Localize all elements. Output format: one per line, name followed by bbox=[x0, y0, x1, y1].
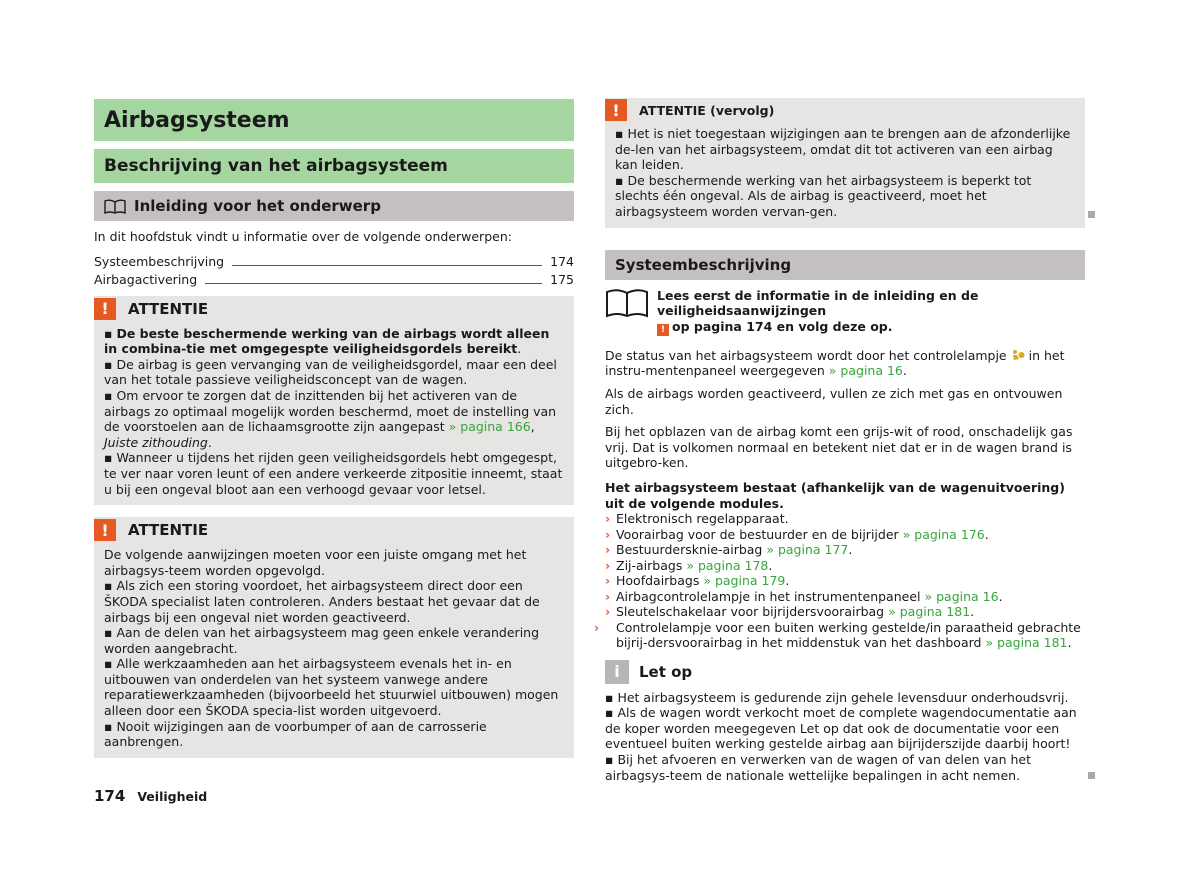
note-body bbox=[605, 690, 1085, 784]
warning-icon: ! bbox=[94, 519, 116, 541]
list-item: › Hoofdairbags » pagina 179. bbox=[605, 573, 790, 589]
warning-item: ▪ Wanneer u tijdens het rijden geen veiligheidsgordels hebt omgegespt, te ver naar voren leunt of een andere verkeerde zitpositie inneemt, staat u bij een ongeval bloot aan een verhoogd gevaar voor letsel. bbox=[104, 450, 563, 497]
end-marker-icon bbox=[1088, 772, 1095, 779]
warning-item: ▪ De beste beschermende werking van de airbags wordt alleen in combina-tie met omgegespte veiligheidsgordels bereikt. bbox=[104, 325, 550, 357]
warning-header bbox=[94, 517, 564, 543]
paragraph: Bij het opblazen van de airbag komt een grijs-wit of rood, onschadelijk gas vrij. Dat is volkomen normaal en betekent niet dat er in de wagen brand is uitgebro-ken. bbox=[605, 424, 1073, 471]
warning-title: ATTENTIE (vervolg) bbox=[639, 102, 775, 118]
note-header bbox=[605, 660, 1085, 684]
toc bbox=[94, 251, 574, 287]
book-icon bbox=[104, 199, 126, 214]
list-item: › Zij-airbags » pagina 178. bbox=[605, 557, 773, 573]
warning-icon: ! bbox=[605, 99, 627, 121]
footer-section: Veiligheid bbox=[137, 789, 208, 804]
page-link[interactable]: » pagina 181 bbox=[985, 635, 1068, 651]
warning-item: ▪ Als zich een storing voordoet, het airbagsysteem direct door een ŠKODA specialist laten controleren. Anders bestaat het gevaar dat de airbags bij een ongeval niet worden geactiveerd. bbox=[104, 578, 540, 625]
list-item: › Elektronisch regelapparaat. bbox=[605, 511, 789, 527]
page-link[interactable]: » pagina 176 bbox=[902, 526, 985, 542]
warning-box-1 bbox=[94, 296, 574, 506]
warning-title: ATTENTIE bbox=[128, 521, 209, 540]
right-column bbox=[594, 98, 1085, 783]
toc-entry[interactable] bbox=[94, 251, 574, 269]
note-title: Let op bbox=[639, 662, 693, 681]
warning-box-2 bbox=[94, 517, 574, 758]
list-item: › Controlelampje voor een buiten werking gestelde/in paraatheid gebrachte bijrij-dersvoorairbag in het middenstuk van het dashboard » pagina 181. bbox=[594, 619, 1081, 651]
warning-title: ATTENTIE bbox=[128, 299, 209, 318]
list-item: › Sleutelschakelaar voor bijrijdersvoorairbag » pagina 181. bbox=[605, 604, 975, 620]
airbag-lamp-icon bbox=[1011, 349, 1025, 361]
section-title: Beschrijving van het airbagsysteem bbox=[94, 149, 574, 183]
modules-heading: Het airbagsysteem bestaat (afhankelijk van de wagenuitvoering) uit de volgende modules. bbox=[605, 479, 1065, 511]
paragraph: De status van het airbagsysteem wordt door het controlelampje in het instru-mentenpaneel weergegeven » pagina 16. bbox=[605, 347, 1065, 379]
page-link[interactable]: » pagina 177 bbox=[766, 542, 849, 558]
toc-label: Airbagactivering bbox=[94, 271, 198, 287]
toc-leader bbox=[205, 283, 542, 284]
note-item: ▪ Het airbagsysteem is gedurende zijn gehele levensduur onderhoudsvrij. bbox=[605, 689, 1069, 705]
toc-leader bbox=[232, 265, 542, 266]
page-footer bbox=[94, 787, 207, 805]
warning-item: ▪ Nooit wijzigingen aan de voorbumper of aan de carrosserie aanbrengen. bbox=[104, 718, 487, 750]
page-link[interactable]: » pagina 16 bbox=[924, 588, 999, 604]
intro-heading bbox=[94, 191, 574, 221]
toc-page: 175 bbox=[550, 271, 574, 287]
warning-item: ▪ De beschermende werking van het airbagsysteem is beperkt tot slechts één ongeval. Als de airbag is geactiveerd, moet het airbagsysteem worden vervan-gen. bbox=[615, 172, 1032, 219]
list-item: › Bestuurdersknie-airbag » pagina 177. bbox=[605, 542, 853, 558]
warning-icon: ! bbox=[94, 298, 116, 320]
warning-item: ▪ Om ervoor te zorgen dat de inzittenden bij het activeren van de airbags zo optimaal mogelijk worden beschermd, moet de instelling van de voorstoelen aan de lichaamsgrootte zijn aangepast » pagina 166, Juiste zithouding. bbox=[104, 387, 557, 450]
read-first-text: Lees eerst de informatie in de inleiding en de veiligheidsaanwijzingen ! op pagina 174 en volg deze op. bbox=[657, 287, 979, 335]
read-first-note bbox=[605, 288, 1085, 336]
warning-intro: De volgende aanwijzingen moeten voor een juiste omgang met het airbagsys-teem worden opgevolgd. bbox=[104, 547, 527, 578]
toc-page: 174 bbox=[550, 253, 574, 269]
toc-entry[interactable] bbox=[94, 269, 574, 287]
modules-list bbox=[594, 511, 1085, 651]
warning-icon: ! bbox=[657, 324, 669, 336]
toc-label: Systeembeschrijving bbox=[94, 253, 225, 269]
book-icon bbox=[605, 288, 649, 318]
note-item: ▪ Als de wagen wordt verkocht moet de complete wagendocumentatie aan de koper worden meegegeven Let op dat ook de documentatie voor een eventueel buiten werking gestelde airbag aan bijrijderszijde daarbij hoort! bbox=[605, 705, 1077, 752]
page-link[interactable]: » pagina 178 bbox=[686, 557, 769, 573]
page-link[interactable]: » pagina 179 bbox=[703, 573, 786, 589]
warning-box-continued bbox=[605, 98, 1085, 228]
page-number: 174 bbox=[94, 787, 126, 805]
intro-text: In dit hoofdstuk vindt u informatie over de volgende onderwerpen: bbox=[94, 229, 512, 244]
warning-item: ▪ Aan de delen van het airbagsysteem mag geen enkele verandering worden aangebracht. bbox=[104, 625, 540, 656]
warning-item: ▪ De airbag is geen vervanging van de veiligheidsgordel, maar een deel van het totale passieve veiligheidsconcept van de wagen. bbox=[104, 356, 557, 388]
warning-header bbox=[94, 296, 564, 322]
warning-header bbox=[605, 98, 1075, 122]
section-heading: Systeembeschrijving bbox=[605, 250, 1085, 280]
page-link[interactable]: » pagina 166 bbox=[448, 419, 531, 435]
warning-item: ▪ Het is niet toegestaan wijzigingen aan te brengen aan de afzonderlijke de-len van het airbagsysteem, omdat dit tot activeren van een airbag kan leiden. bbox=[615, 126, 1071, 173]
note-item: ▪ Bij het afvoeren en verwerken van de wagen of van delen van het airbagsys-teem de nationale wettelijke bepalingen in acht nemen. bbox=[605, 751, 1032, 783]
end-marker-icon bbox=[1088, 211, 1095, 218]
page-link[interactable]: » pagina 16 bbox=[828, 363, 903, 379]
left-column bbox=[94, 99, 574, 758]
info-icon: i bbox=[605, 660, 629, 684]
intro-heading-label: Inleiding voor het onderwerp bbox=[134, 197, 381, 215]
list-item: › Airbagcontrolelampje in het instrumentenpaneel » pagina 16. bbox=[605, 588, 1003, 604]
chapter-title: Airbagsysteem bbox=[94, 99, 574, 141]
paragraph: Als de airbags worden geactiveerd, vullen ze zich met gas en ontvouwen zich. bbox=[605, 385, 1063, 417]
warning-item: ▪ Alle werkzaamheden aan het airbagsysteem evenals het in- en uitbouwen van onderdelen van het systeem vanwege andere reparatiewerkzaamheden (bijvoorbeeld het stuurwiel uitbouwen) mogen alleen door een ŠKODA specia-list worden uitgevoerd. bbox=[104, 656, 559, 719]
page-link[interactable]: » pagina 181 bbox=[888, 604, 971, 620]
list-item: › Voorairbag voor de bestuurder en de bijrijder » pagina 176. bbox=[605, 526, 989, 542]
